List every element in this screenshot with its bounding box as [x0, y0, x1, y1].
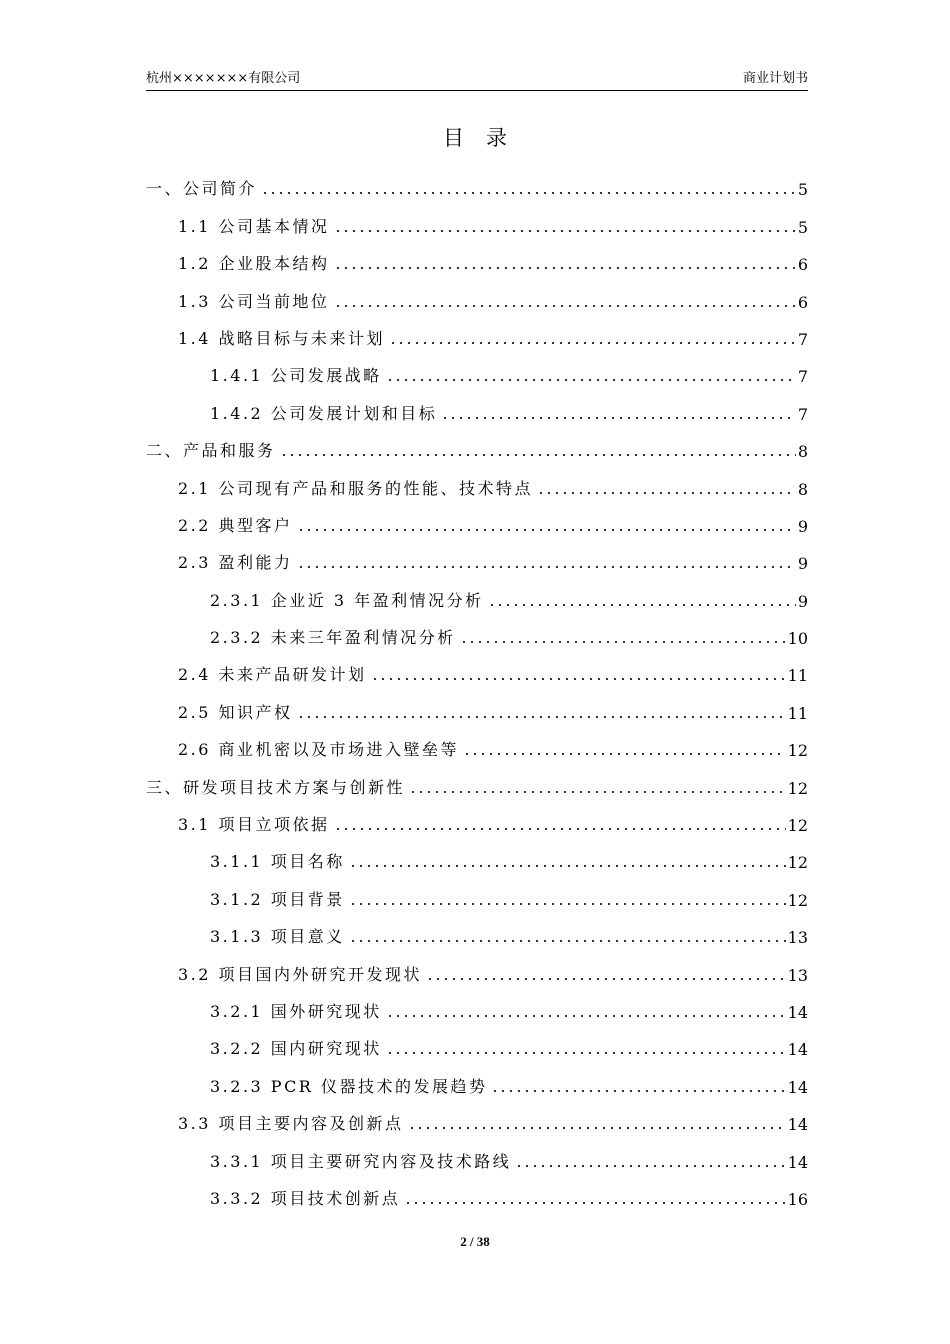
toc-entry-label: 3.3.1 项目主要研究内容及技术路线: [210, 1151, 512, 1171]
toc-dot-leader: [426, 977, 786, 981]
toc-dot-leader: [537, 491, 796, 495]
toc-entry[interactable]: [146, 350, 808, 387]
toc-entry[interactable]: [146, 1135, 808, 1172]
toc-dot-leader: [297, 715, 786, 719]
toc-entry[interactable]: [146, 724, 808, 761]
toc-entry-page-number: 5: [797, 180, 808, 200]
toc-entry-label: 2.3.2 未来三年盈利情况分析: [210, 628, 456, 648]
toc-entry[interactable]: [146, 612, 808, 649]
toc-entry-label: 2.2 典型客户: [178, 515, 293, 535]
toc-dot-leader: [389, 341, 796, 345]
toc-entry-label: 3.3 项目主要内容及创新点: [178, 1114, 404, 1134]
toc-entry[interactable]: [146, 911, 808, 948]
toc-dot-leader: [441, 416, 796, 420]
toc-heading: 目录: [443, 126, 529, 150]
toc-entry-page-number: 8: [797, 479, 808, 499]
toc-entry-label: 1.4.1 公司发展战略: [210, 366, 382, 386]
page-number-footer: 2 / 38: [460, 1234, 490, 1249]
toc-entry-page-number: 11: [787, 666, 808, 686]
toc-dot-leader: [408, 1126, 786, 1130]
toc-entry[interactable]: [146, 387, 808, 424]
toc-entry-label: 3.1.1 项目名称: [210, 852, 345, 872]
toc-entry-label: 1.1 公司基本情况: [178, 216, 330, 236]
toc-entry-page-number: 8: [797, 442, 808, 462]
toc-entry-label: 二、产品和服务: [146, 441, 276, 461]
toc-entry[interactable]: [146, 986, 808, 1023]
toc-entry-label: 2.3.1 企业近 3 年盈利情况分析: [210, 590, 484, 610]
toc-dot-leader: [488, 603, 796, 607]
toc-entry-page-number: 12: [787, 816, 808, 836]
toc-dot-leader: [404, 1201, 785, 1205]
toc-dot-leader: [261, 191, 796, 195]
toc-entry-page-number: 9: [797, 516, 808, 536]
toc-entry-label: 3.2.3 PCR 仪器技术的发展趋势: [210, 1076, 488, 1096]
toc-dot-leader: [409, 790, 786, 794]
toc-dot-leader: [334, 229, 796, 233]
toc-dot-leader: [386, 1014, 786, 1018]
toc-entry-label: 2.5 知识产权: [178, 702, 293, 722]
toc-entry-label: 3.1.2 项目背景: [210, 889, 345, 909]
toc-entry[interactable]: [146, 761, 808, 798]
toc-entry-label: 3.3.2 项目技术创新点: [210, 1188, 401, 1208]
toc-entry[interactable]: [146, 1098, 808, 1135]
toc-entry-page-number: 12: [787, 853, 808, 873]
toc-entry[interactable]: [146, 836, 808, 873]
toc-entry-label: 2.4 未来产品研发计划: [178, 665, 367, 685]
header-document-title: 商业计划书: [742, 71, 808, 86]
toc-dot-leader: [386, 1051, 786, 1055]
toc-entry[interactable]: [146, 686, 808, 723]
toc-entry-page-number: 12: [787, 890, 808, 910]
toc-entry[interactable]: [146, 574, 808, 611]
toc-entry-page-number: 7: [797, 329, 808, 349]
toc-dot-leader: [386, 378, 796, 382]
toc-entry-label: 2.3 盈利能力: [178, 553, 293, 573]
toc-entry-label: 3.1 项目立项依据: [178, 815, 330, 835]
toc-entry[interactable]: [146, 1173, 808, 1210]
toc-entry-page-number: 14: [787, 1040, 808, 1060]
toc-dot-leader: [334, 266, 796, 270]
toc-dot-leader: [334, 304, 796, 308]
toc-entry[interactable]: [146, 462, 808, 499]
toc-entry-label: 1.4.2 公司发展计划和目标: [210, 403, 438, 423]
toc-entry[interactable]: [146, 238, 808, 275]
toc-entry[interactable]: [146, 537, 808, 574]
toc-dot-leader: [349, 864, 786, 868]
toc-entry-page-number: 14: [787, 1152, 808, 1172]
toc-entry-page-number: 5: [797, 217, 808, 237]
toc-entry[interactable]: [146, 313, 808, 350]
toc-dot-leader: [491, 1089, 785, 1093]
table-of-contents: [146, 163, 808, 1210]
toc-dot-leader: [297, 528, 796, 532]
toc-entry-label: 1.3 公司当前地位: [178, 291, 330, 311]
toc-entry-label: 1.2 企业股本结构: [178, 254, 330, 274]
toc-dot-leader: [334, 827, 786, 831]
toc-dot-leader: [349, 939, 786, 943]
toc-entry-page-number: 9: [797, 554, 808, 574]
toc-dot-leader: [515, 1164, 785, 1168]
toc-entry-page-number: 12: [787, 778, 808, 798]
toc-entry-page-number: 16: [787, 1189, 808, 1209]
toc-entry[interactable]: [146, 948, 808, 985]
toc-entry-label: 一、公司简介: [146, 179, 258, 199]
toc-entry-page-number: 6: [797, 255, 808, 275]
toc-entry-label: 2.1 公司现有产品和服务的性能、技术特点: [178, 478, 534, 498]
toc-dot-leader: [463, 752, 786, 756]
toc-dot-leader: [371, 677, 786, 681]
toc-entry-page-number: 14: [787, 1002, 808, 1022]
toc-entry[interactable]: [146, 1060, 808, 1097]
toc-entry[interactable]: [146, 649, 808, 686]
toc-entry-label: 三、研发项目技术方案与创新性: [146, 777, 406, 797]
toc-entry[interactable]: [146, 275, 808, 312]
toc-entry-page-number: 14: [787, 1077, 808, 1097]
toc-entry[interactable]: [146, 500, 808, 537]
toc-entry-page-number: 13: [787, 928, 808, 948]
toc-dot-leader: [297, 565, 796, 569]
toc-entry-label: 3.2.1 国外研究现状: [210, 1001, 382, 1021]
toc-dot-leader: [349, 902, 786, 906]
toc-entry-page-number: 9: [797, 591, 808, 611]
toc-entry-page-number: 14: [787, 1115, 808, 1135]
toc-entry-page-number: 11: [787, 703, 808, 723]
page-header: [146, 68, 808, 91]
toc-entry[interactable]: [146, 163, 808, 200]
toc-entry[interactable]: [146, 425, 808, 462]
toc-entry[interactable]: [146, 200, 808, 237]
toc-entry-page-number: 7: [797, 404, 808, 424]
toc-entry-page-number: 7: [797, 367, 808, 387]
toc-entry[interactable]: [146, 873, 808, 910]
toc-entry-label: 3.2.2 国内研究现状: [210, 1039, 382, 1059]
toc-entry-page-number: 12: [787, 741, 808, 761]
toc-entry-label: 3.1.3 项目意义: [210, 927, 345, 947]
toc-dot-leader: [280, 453, 796, 457]
toc-entry[interactable]: [146, 799, 808, 836]
toc-entry-page-number: 6: [797, 292, 808, 312]
toc-entry-page-number: 10: [787, 629, 808, 649]
toc-entry[interactable]: [146, 1023, 808, 1060]
toc-dot-leader: [460, 640, 786, 644]
toc-entry-label: 2.6 商业机密以及市场进入壁垒等: [178, 740, 460, 760]
header-company-name: 杭州×××××××有限公司: [146, 71, 301, 86]
toc-entry-label: 1.4 战略目标与未来计划: [178, 328, 386, 348]
toc-entry-label: 3.2 项目国内外研究开发现状: [178, 964, 423, 984]
toc-entry-page-number: 13: [787, 965, 808, 985]
